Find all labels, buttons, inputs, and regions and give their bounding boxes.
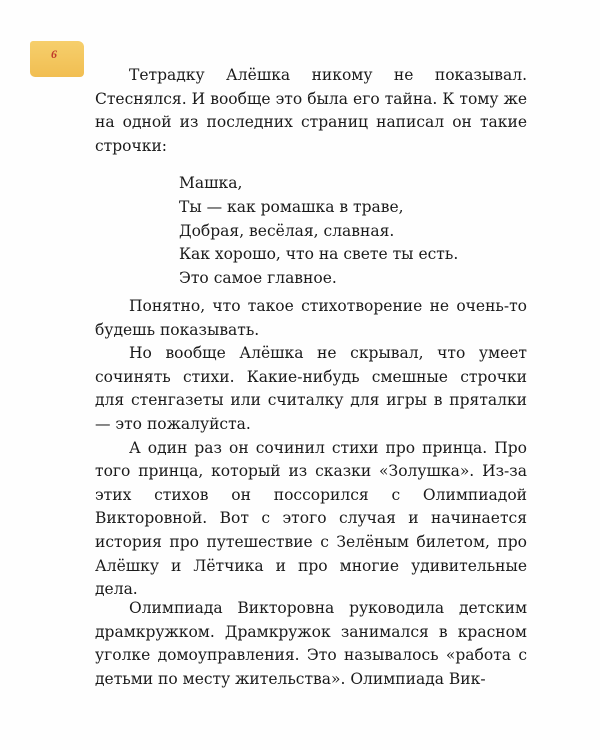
poem-line: Это самое главное. (179, 269, 337, 288)
poem-line: Добрая, весёлая, славная. (179, 221, 395, 240)
poem-line: Ты — как ромашка в траве, (179, 197, 404, 216)
paragraph: Олимпиада Викторовна руководила детским драмкружком. Драмкружок занимался в красном уголке домоуправления. Это называлось «работа с детьми по месту жительства». Олимпиада Вик- (95, 599, 527, 688)
poem-line: Как хорошо, что на свете ты есть. (179, 245, 459, 264)
poem-line: Машка, (179, 174, 243, 192)
intro-paragraph: Тетрадку Алёшка никому не показывал. Стеснялся. И вообще это была его тайна. К тому же на одной из последних страниц написал он такие строчки: (95, 66, 527, 155)
paragraph: А один раз он сочинил стихи про принца. Про того принца, который из сказки «Золушка». Из-за этих стихов он поссорился с Олимпиадой Викторовной. Вот с этого случая и начинается история про путешествие с Зелёным билетом, про Алёшку и Лётчика и про многие удивительные дела. (95, 438, 527, 599)
page-number: 6 (51, 47, 57, 61)
final-text-block (95, 597, 527, 691)
paragraph: Но вообще Алёшка не скрывал, что умеет сочинять стихи. Какие-нибудь смешные строчки для стенгазеты или считалку для игры в пряталки — это пожалуйста. (95, 344, 527, 433)
paragraph: Понятно, что такое стихотворение не очень-то будешь показывать. (95, 297, 527, 339)
page-number-badge (30, 41, 84, 77)
poem (179, 172, 458, 291)
main-text-block (95, 295, 527, 602)
intro-block (95, 64, 527, 158)
